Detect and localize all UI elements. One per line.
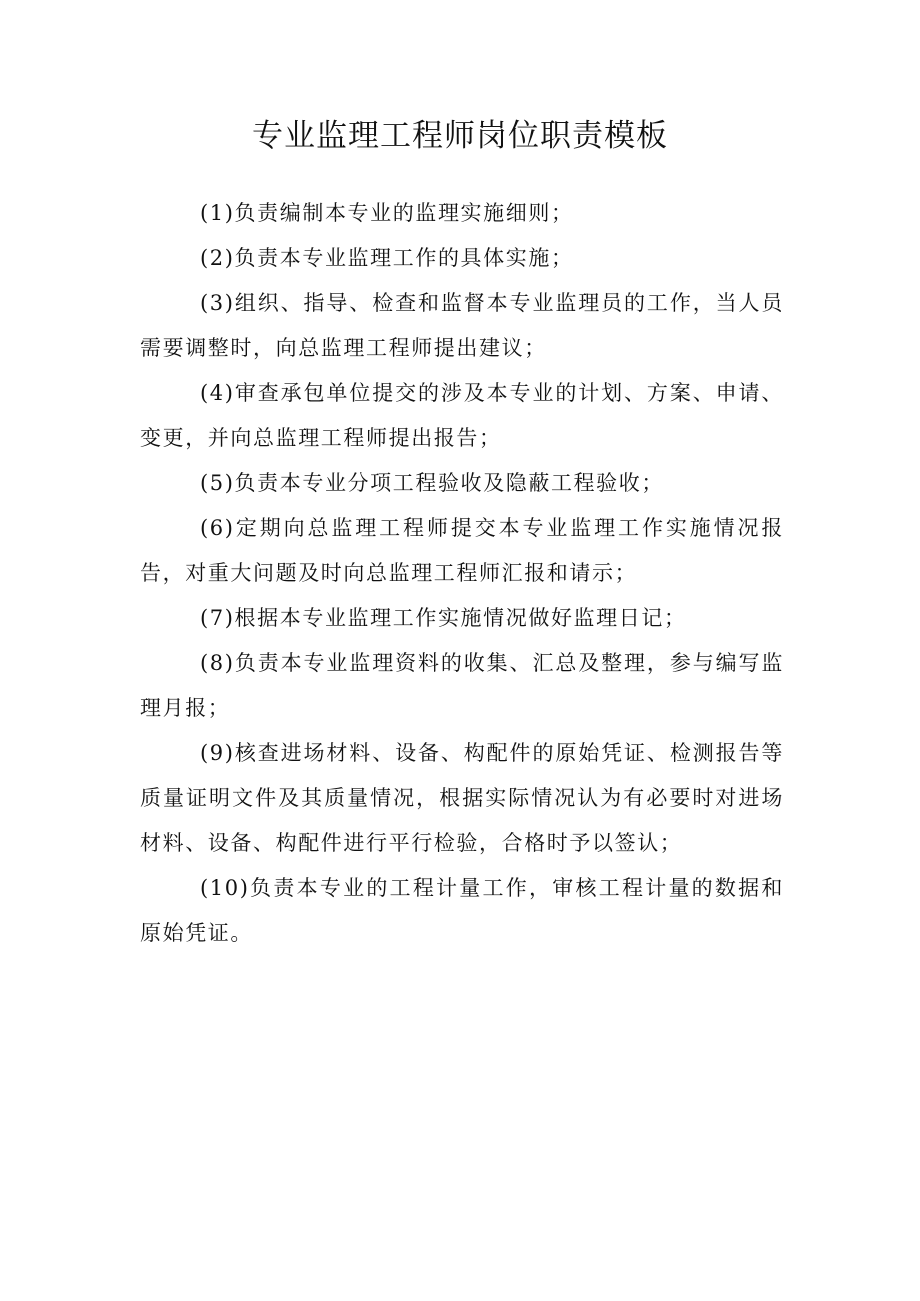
document-title: 专业监理工程师岗位职责模板 bbox=[252, 118, 668, 154]
duty-item-3: (3)组织、指导、检查和监督本专业监理员的工作，当人员需要调整时，向总监理工程师提出建议； bbox=[140, 291, 784, 360]
duty-item-2: (2)负责本专业监理工作的具体实施； bbox=[200, 246, 574, 270]
duty-item-9: (9)核查进场材料、设备、构配件的原始凭证、检测报告等质量证明文件及其质量情况，根据实际情况认为有必要时对进场材料、设备、构配件进行平行检验，合格时予以签认； bbox=[140, 741, 784, 855]
duty-item-8: (8)负责本专业监理资料的收集、汇总及整理，参与编写监理月报； bbox=[140, 651, 784, 720]
duty-item-7: (7)根据本专业监理工作实施情况做好监理日记； bbox=[200, 606, 687, 630]
duty-item-4: (4)审查承包单位提交的涉及本专业的计划、方案、申请、变更，并向总监理工程师提出报告； bbox=[140, 381, 784, 450]
duty-item-10: (10)负责本专业的工程计量工作，审核工程计量的数据和原始凭证。 bbox=[140, 876, 784, 945]
duty-item-6: (6)定期向总监理工程师提交本专业监理工作实施情况报告，对重大问题及时向总监理工程师汇报和请示； bbox=[140, 516, 784, 585]
duty-list bbox=[140, 191, 784, 956]
duty-item-1: (1)负责编制本专业的监理实施细则； bbox=[200, 201, 574, 225]
duty-item-5: (5)负责本专业分项工程验收及隐蔽工程验收； bbox=[200, 471, 664, 495]
